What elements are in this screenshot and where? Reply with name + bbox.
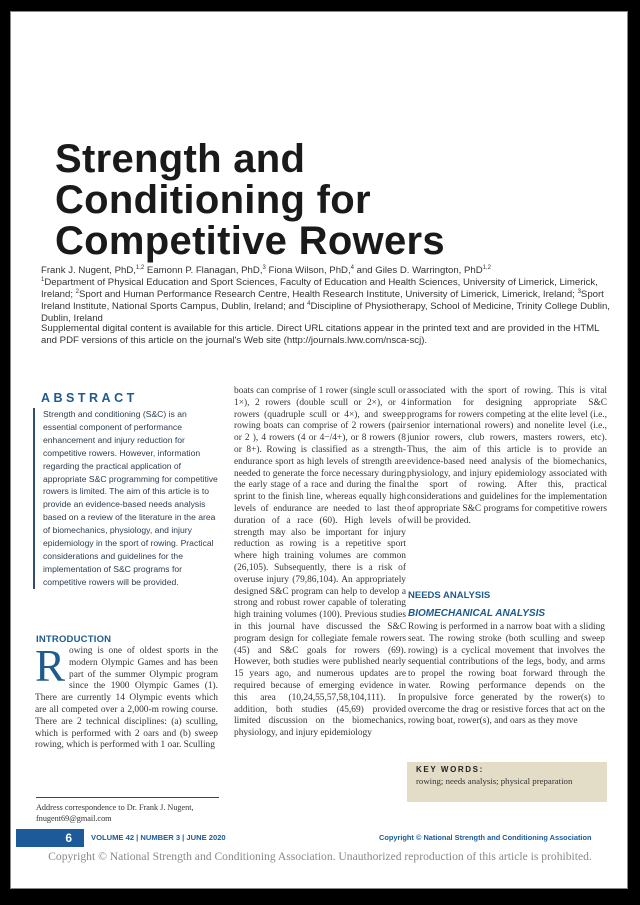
- introduction-heading: INTRODUCTION: [36, 634, 112, 645]
- body-column-3-top: associated with the sport of rowing. This is vital information for designing appropriate S&C programs for rowers competing at the elite level (i.e., senior international rowers) and nonelite level (i.e., junior rowers, club rowers, masters rowers, etc). Thus, the aim of this article is to provide an evidence-based need analysis of the biomechanics, physiology, and injury epidemiology associated with the sport of rowing. After this, practical considerations and guidelines for the implementation of appropriate S&C programs for competitive rowers will be provided.: [407, 386, 607, 526]
- drop-cap: R: [35, 641, 66, 691]
- title-line: Strength and: [55, 137, 306, 181]
- abstract-heading: ABSTRACT: [41, 391, 138, 405]
- introduction-body: [35, 641, 218, 752]
- biomechanical-analysis-heading: BIOMECHANICAL ANALYSIS: [408, 608, 546, 619]
- page-number: 6: [65, 831, 72, 845]
- author-affiliation-mark: 3: [262, 265, 266, 271]
- keywords-text: rowing; needs analysis; physical preparation: [416, 776, 573, 786]
- author-affiliation-mark: 1,2: [482, 265, 491, 271]
- footer-copyright: Copyright © National Strength and Conditioning Association: [379, 833, 592, 842]
- title-line: Competitive Rowers: [55, 219, 445, 263]
- article-title: [55, 139, 615, 262]
- introduction-text: owing is one of oldest sports in the modern Olympic Games and has been part of the summer Olympic program since the 1900 Olympic Games (1). There are currently 14 Olympic events which are all competed over a 2,000-m rowing course. There are 2 technical disciplines: (a) sculling, which is performed with 2 oars and (b) sweep rowing, which is performed with 1 oar. Sculling: [35, 646, 218, 751]
- author-affiliation-mark: 1,2: [135, 265, 145, 271]
- affiliation-mark: 2: [75, 289, 80, 295]
- body-column-2: boats can comprise of 1 rower (single scull or 1×), 2 rowers (double scull or 2×), or 4 rowers (quadruple scull or 4×), and sweep rowing boats can comprise of 2 rowers (pair or 2 ), 4 rowers (4 or 4−/4+), or 8 rowers (8 or 8+). Rowing is classified as a strength-endurance sport as high levels of strength are needed to generate the force necessary during the early stage of a race and during the final sprint to the finish line, whereas equally high levels of endurance are needed to last the duration of a race (60). High levels of strength may also be important for injury reduction as rowing is a repetitive sport where high training volumes are common (26,105). Subsequently, there is a risk of overuse injury (79,86,104). An appropriately designed S&C program can help to develop a strong and robust rower capable of tolerating high training volumes (100). Previous studies in this journal have discussed the S&C program design for collegiate female rowers (45) and S&C goals for rowers (69). However, both studies were published nearly 15 years ago, and numerous updates are required because of emerging evidence in this area (10,24,55,57,58,104,111). In addition, both studies (45,69) provided limited discussion on the biomechanics, physiology, and injury epidemiology: [234, 386, 406, 739]
- author-name: Fiona Wilson, PhD,: [265, 265, 351, 276]
- affiliation-mark: 4: [307, 301, 311, 307]
- affiliation: Discipline of Physiotherapy, School of Medicine, Trinity College Dublin, Dublin, Ireland: [41, 301, 610, 324]
- copyright-watermark: Copyright © National Strength and Conditioning Association. Unauthorized reproduction of this article is prohibited.: [48, 850, 592, 863]
- affiliation: Sport Ireland Institute, National Sports Campus, Dublin, Ireland; and: [41, 289, 604, 312]
- author-block: [41, 265, 616, 325]
- keywords-heading: KEY WORDS:: [416, 765, 484, 774]
- volume-issue-info: VOLUME 42 | NUMBER 3 | JUNE 2020: [91, 833, 226, 842]
- affiliation-mark: 1: [41, 277, 45, 283]
- journal-page: [10, 11, 628, 889]
- affiliation-mark: 3: [577, 289, 581, 295]
- author-affiliation-mark: 4: [350, 265, 354, 271]
- footnote-divider: [36, 797, 219, 798]
- correspondence-address: Address correspondence to Dr. Frank J. Nugent, fnugent69@gmail.com: [36, 803, 194, 823]
- body-column-3-bottom: Rowing is performed in a narrow boat with a sliding seat. The rowing stroke (both sculling and sweep rowing) is a cyclical movement that involves the sequential contributions of the legs, body, and arms to propel the rowing boat forward through the water. Rowing performance depends on the propulsive force generated by the rower(s) to overcome the drag or resistive forces that act on the rowing boat, rower(s), and oars as they move: [408, 622, 605, 727]
- supplemental-note: Supplemental digital content is available for this article. Direct URL citations appear in the printed text and are provided in the HTML and PDF versions of this article on the journal's Web site (http://journals.lww.com/nsca-scj).: [41, 323, 600, 346]
- author-name: Frank J. Nugent, PhD,: [41, 265, 136, 276]
- abstract-text: Strength and conditioning (S&C) is an essential component of performance enhancement and injury reduction for competitive rowers. However, information regarding the practical application of appropriate S&C programming for competitive rowers is limited. The aim of this article is to provide an evidence-based needs analysis based on a review of the literature in the area of biomechanics, physiology, and injury epidemiology in the sport of rowing. Practical considerations and guidelines for the implementation of S&C programs for competitive rowers will be provided.: [33, 408, 223, 589]
- author-name: Eamonn P. Flanagan, PhD,: [144, 265, 263, 276]
- affiliation: Department of Physical Education and Sport Sciences, Faculty of Education and Health Sciences, University of Limerick, Limerick, Ireland;: [41, 277, 598, 300]
- author-name: and Giles D. Warrington, PhD: [353, 265, 483, 276]
- needs-analysis-heading: NEEDS ANALYSIS: [408, 590, 491, 601]
- affiliation: Sport and Human Performance Research Centre, Health Research Institute, University of Limerick, Limerick, Ireland;: [79, 289, 578, 300]
- title-line: Conditioning for: [55, 178, 371, 222]
